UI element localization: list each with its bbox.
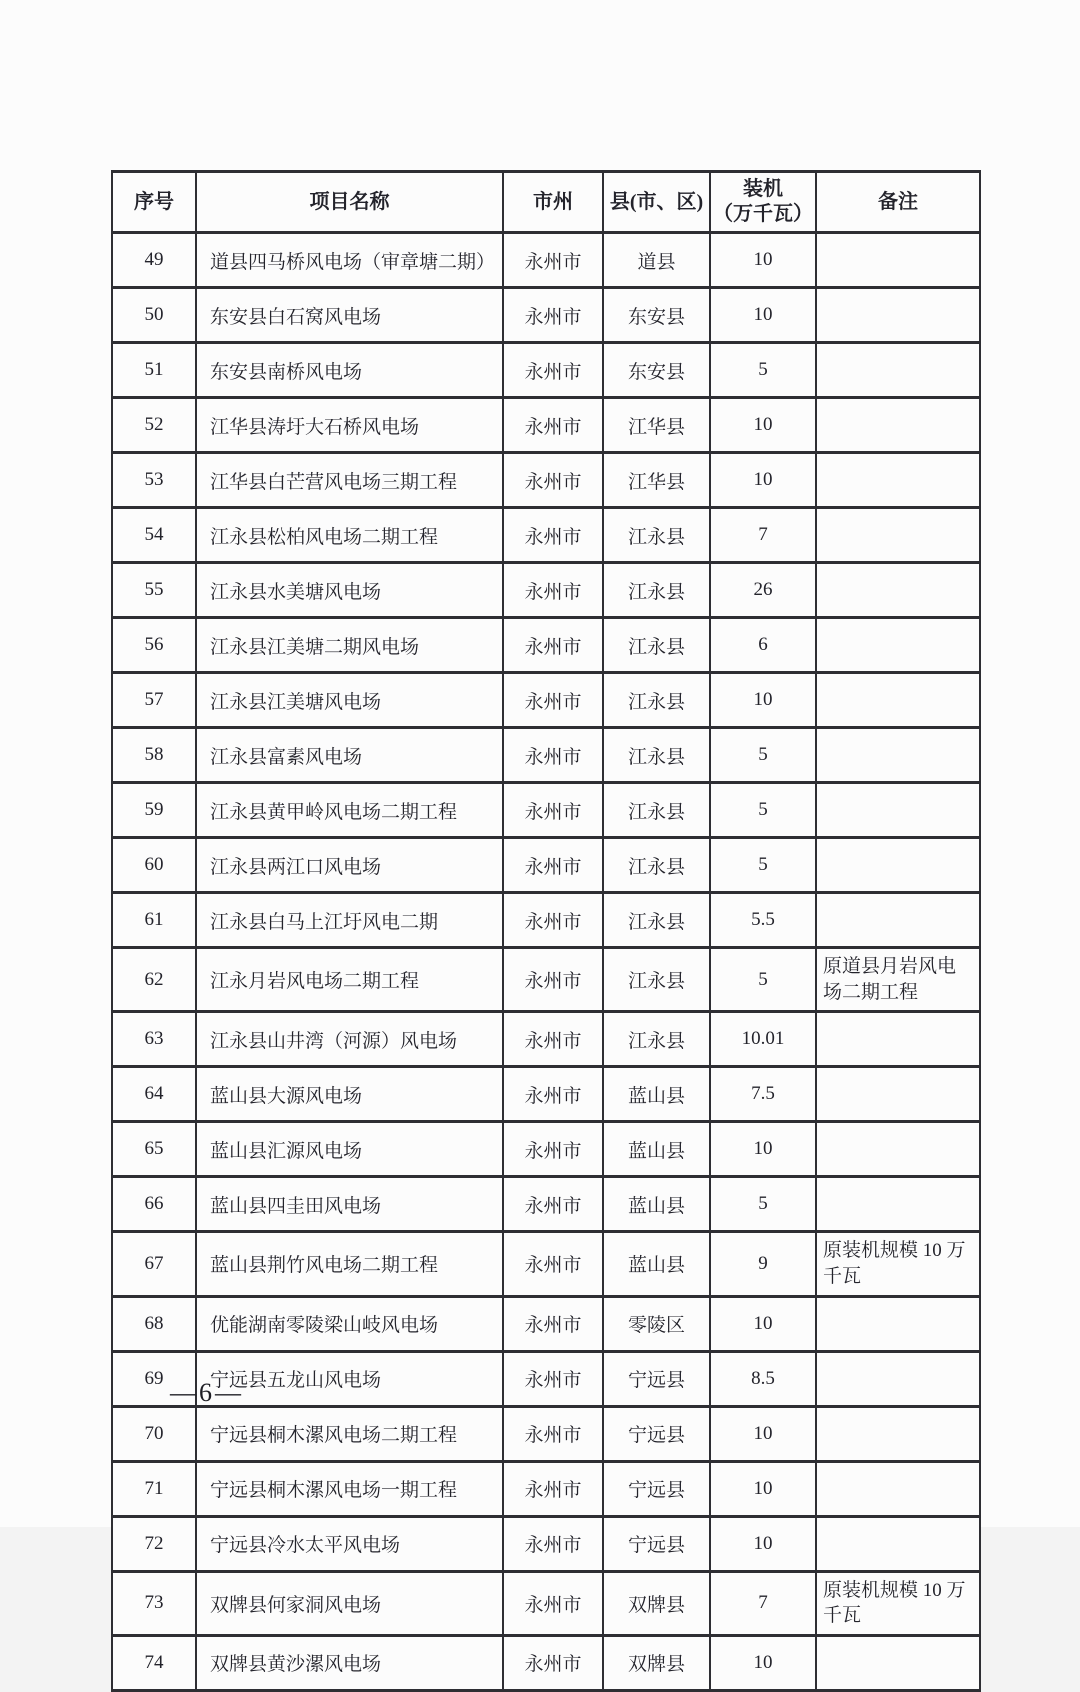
cell-city: 永州市 (503, 1351, 603, 1406)
cell-capacity: 10 (710, 1635, 816, 1690)
table-row (112, 1067, 980, 1122)
cell-county: 东安县 (603, 343, 710, 398)
projects-table (111, 170, 981, 1692)
cell-capacity: 10 (710, 288, 816, 343)
table-row (112, 453, 980, 508)
cell-index: 50 (112, 288, 196, 343)
cell-city: 永州市 (503, 1571, 603, 1635)
table-row (112, 398, 980, 453)
cell-name: 江永县山井湾（河源）风电场 (196, 1012, 503, 1067)
cell-remark (816, 343, 980, 398)
table-row (112, 563, 980, 618)
cell-city: 永州市 (503, 1232, 603, 1296)
table-row (112, 1177, 980, 1232)
cell-name: 双牌县黄沙漯风电场 (196, 1635, 503, 1690)
cell-county: 宁远县 (603, 1406, 710, 1461)
cell-city: 永州市 (503, 838, 603, 893)
header-remark: 备注 (816, 172, 980, 233)
cell-name: 江永县白马上江圩风电二期 (196, 893, 503, 948)
cell-county: 宁远县 (603, 1461, 710, 1516)
cell-name: 江华县白芒营风电场三期工程 (196, 453, 503, 508)
cell-remark (816, 233, 980, 288)
cell-index: 64 (112, 1067, 196, 1122)
table-row (112, 1406, 980, 1461)
cell-county: 宁远县 (603, 1351, 710, 1406)
table-row (112, 783, 980, 838)
cell-remark (816, 398, 980, 453)
cell-index: 59 (112, 783, 196, 838)
cell-remark (816, 1635, 980, 1690)
cell-name: 江华县涛圩大石桥风电场 (196, 398, 503, 453)
cell-index: 72 (112, 1516, 196, 1571)
cell-capacity: 5 (710, 838, 816, 893)
header-name: 项目名称 (196, 172, 503, 233)
cell-capacity: 7 (710, 508, 816, 563)
cell-remark: 原装机规模 10 万千瓦 (816, 1232, 980, 1296)
cell-remark (816, 1351, 980, 1406)
cell-name: 江永县两江口风电场 (196, 838, 503, 893)
cell-remark (816, 893, 980, 948)
cell-remark (816, 618, 980, 673)
cell-remark (816, 288, 980, 343)
table-row (112, 838, 980, 893)
cell-county: 江华县 (603, 453, 710, 508)
cell-city: 永州市 (503, 1296, 603, 1351)
cell-name: 江永县黄甲岭风电场二期工程 (196, 783, 503, 838)
cell-capacity: 7.5 (710, 1067, 816, 1122)
cell-city: 永州市 (503, 1012, 603, 1067)
header-county: 县(市、区) (603, 172, 710, 233)
cell-city: 永州市 (503, 893, 603, 948)
cell-index: 69 (112, 1351, 196, 1406)
cell-index: 60 (112, 838, 196, 893)
cell-county: 江永县 (603, 563, 710, 618)
cell-remark (816, 1012, 980, 1067)
cell-county: 江永县 (603, 673, 710, 728)
cell-index: 74 (112, 1635, 196, 1690)
cell-capacity: 6 (710, 618, 816, 673)
table-row (112, 618, 980, 673)
cell-county: 江永县 (603, 508, 710, 563)
table-row (112, 1461, 980, 1516)
table-body (112, 233, 980, 1691)
table-row (112, 508, 980, 563)
cell-index: 49 (112, 233, 196, 288)
cell-name: 江永县富素风电场 (196, 728, 503, 783)
cell-capacity: 7 (710, 1571, 816, 1635)
cell-county: 双牌县 (603, 1571, 710, 1635)
cell-remark (816, 838, 980, 893)
cell-name: 道县四马桥风电场（审章塘二期） (196, 233, 503, 288)
cell-city: 永州市 (503, 1516, 603, 1571)
cell-county: 江永县 (603, 838, 710, 893)
table-row (112, 673, 980, 728)
cell-capacity: 10 (710, 1122, 816, 1177)
cell-name: 蓝山县四圭田风电场 (196, 1177, 503, 1232)
table-row (112, 1232, 980, 1296)
cell-name: 江永县松柏风电场二期工程 (196, 508, 503, 563)
cell-capacity: 10 (710, 233, 816, 288)
cell-city: 永州市 (503, 1635, 603, 1690)
cell-capacity: 9 (710, 1232, 816, 1296)
cell-capacity: 26 (710, 563, 816, 618)
cell-remark (816, 1067, 980, 1122)
cell-capacity: 10 (710, 453, 816, 508)
cell-remark (816, 673, 980, 728)
cell-index: 70 (112, 1406, 196, 1461)
cell-city: 永州市 (503, 453, 603, 508)
cell-remark (816, 1406, 980, 1461)
header-row (112, 172, 980, 233)
cell-remark (816, 453, 980, 508)
cell-remark (816, 1461, 980, 1516)
cell-city: 永州市 (503, 948, 603, 1012)
cell-index: 51 (112, 343, 196, 398)
cell-county: 宁远县 (603, 1516, 710, 1571)
cell-county: 蓝山县 (603, 1122, 710, 1177)
cell-capacity: 10 (710, 673, 816, 728)
cell-county: 东安县 (603, 288, 710, 343)
cell-city: 永州市 (503, 673, 603, 728)
cell-name: 蓝山县大源风电场 (196, 1067, 503, 1122)
cell-city: 永州市 (503, 1461, 603, 1516)
cell-county: 双牌县 (603, 1635, 710, 1690)
cell-capacity: 5 (710, 343, 816, 398)
cell-capacity: 10 (710, 1461, 816, 1516)
page-number: —6— (170, 1378, 244, 1407)
cell-index: 66 (112, 1177, 196, 1232)
cell-capacity: 5 (710, 948, 816, 1012)
cell-city: 永州市 (503, 1122, 603, 1177)
cell-county: 江永县 (603, 948, 710, 1012)
table-header (112, 172, 980, 233)
cell-capacity: 10 (710, 398, 816, 453)
cell-index: 68 (112, 1296, 196, 1351)
cell-remark (816, 1122, 980, 1177)
cell-index: 61 (112, 893, 196, 948)
table-row (112, 728, 980, 783)
cell-name: 宁远县五龙山风电场 (196, 1351, 503, 1406)
cell-index: 71 (112, 1461, 196, 1516)
table-row (112, 1516, 980, 1571)
cell-county: 蓝山县 (603, 1232, 710, 1296)
cell-index: 53 (112, 453, 196, 508)
cell-name: 优能湖南零陵梁山岐风电场 (196, 1296, 503, 1351)
header-index: 序号 (112, 172, 196, 233)
cell-city: 永州市 (503, 343, 603, 398)
cell-remark (816, 728, 980, 783)
cell-capacity: 10 (710, 1296, 816, 1351)
cell-city: 永州市 (503, 563, 603, 618)
cell-county: 江永县 (603, 783, 710, 838)
cell-capacity: 5 (710, 1177, 816, 1232)
cell-county: 道县 (603, 233, 710, 288)
cell-name: 宁远县桐木漯风电场二期工程 (196, 1406, 503, 1461)
header-capacity-line2: （万千瓦） (713, 203, 813, 225)
cell-capacity: 8.5 (710, 1351, 816, 1406)
cell-county: 江华县 (603, 398, 710, 453)
cell-capacity: 10.01 (710, 1012, 816, 1067)
table-row (112, 233, 980, 288)
cell-county: 蓝山县 (603, 1177, 710, 1232)
cell-index: 65 (112, 1122, 196, 1177)
cell-remark: 原道县月岩风电场二期工程 (816, 948, 980, 1012)
cell-city: 永州市 (503, 398, 603, 453)
cell-name: 江永县江美塘二期风电场 (196, 618, 503, 673)
cell-index: 58 (112, 728, 196, 783)
cell-name: 江永县水美塘风电场 (196, 563, 503, 618)
cell-name: 双牌县何家洞风电场 (196, 1571, 503, 1635)
cell-index: 55 (112, 563, 196, 618)
cell-city: 永州市 (503, 1406, 603, 1461)
cell-county: 江永县 (603, 1012, 710, 1067)
cell-capacity: 10 (710, 1516, 816, 1571)
cell-city: 永州市 (503, 288, 603, 343)
table-row (112, 1571, 980, 1635)
table-row (112, 893, 980, 948)
cell-city: 永州市 (503, 1177, 603, 1232)
cell-name: 江永县江美塘风电场 (196, 673, 503, 728)
cell-capacity: 5.5 (710, 893, 816, 948)
cell-name: 东安县白石窝风电场 (196, 288, 503, 343)
table-row (112, 288, 980, 343)
cell-city: 永州市 (503, 783, 603, 838)
cell-remark (816, 783, 980, 838)
table-row (112, 1122, 980, 1177)
cell-index: 73 (112, 1571, 196, 1635)
cell-city: 永州市 (503, 508, 603, 563)
cell-county: 零陵区 (603, 1296, 710, 1351)
cell-city: 永州市 (503, 618, 603, 673)
cell-name: 江永月岩风电场二期工程 (196, 948, 503, 1012)
table-row (112, 1635, 980, 1690)
cell-remark (816, 1177, 980, 1232)
cell-index: 57 (112, 673, 196, 728)
cell-city: 永州市 (503, 1067, 603, 1122)
cell-county: 江永县 (603, 893, 710, 948)
cell-capacity: 10 (710, 1406, 816, 1461)
cell-name: 蓝山县汇源风电场 (196, 1122, 503, 1177)
cell-name: 宁远县冷水太平风电场 (196, 1516, 503, 1571)
cell-county: 江永县 (603, 618, 710, 673)
cell-remark (816, 1516, 980, 1571)
cell-name: 蓝山县荆竹风电场二期工程 (196, 1232, 503, 1296)
header-capacity-line1: 装机 (743, 178, 783, 200)
cell-index: 52 (112, 398, 196, 453)
cell-name: 东安县南桥风电场 (196, 343, 503, 398)
table-row (112, 948, 980, 1012)
header-capacity (710, 172, 816, 233)
cell-index: 63 (112, 1012, 196, 1067)
table-row (112, 343, 980, 398)
cell-index: 62 (112, 948, 196, 1012)
table-row (112, 1296, 980, 1351)
cell-name: 宁远县桐木漯风电场一期工程 (196, 1461, 503, 1516)
cell-index: 67 (112, 1232, 196, 1296)
cell-capacity: 5 (710, 728, 816, 783)
cell-capacity: 5 (710, 783, 816, 838)
cell-index: 56 (112, 618, 196, 673)
cell-city: 永州市 (503, 233, 603, 288)
header-city: 市州 (503, 172, 603, 233)
cell-remark (816, 508, 980, 563)
cell-county: 江永县 (603, 728, 710, 783)
cell-remark (816, 563, 980, 618)
table-row (112, 1012, 980, 1067)
cell-index: 54 (112, 508, 196, 563)
cell-remark (816, 1296, 980, 1351)
cell-remark: 原装机规模 10 万千瓦 (816, 1571, 980, 1635)
cell-county: 蓝山县 (603, 1067, 710, 1122)
cell-city: 永州市 (503, 728, 603, 783)
